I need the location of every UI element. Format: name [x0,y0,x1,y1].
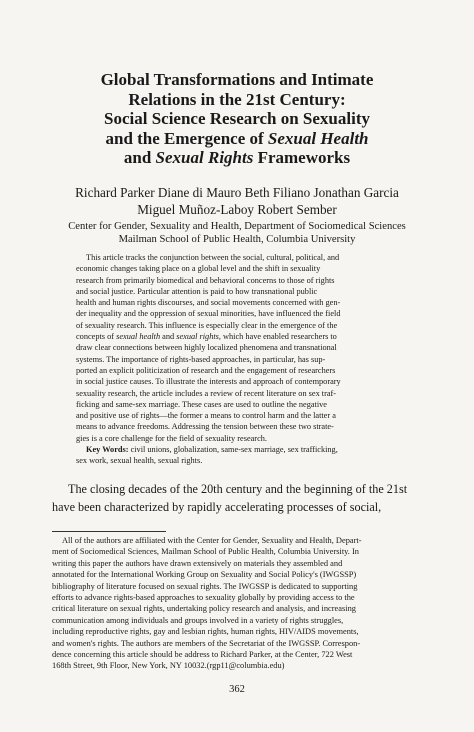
text-run: and the Emergence of [105,128,268,148]
text-run: Frameworks [253,148,351,168]
abstract-line [76,275,426,286]
abstract-line [76,263,426,274]
footnote-line: annotated for the International Working Group on Sexuality and Social Policy's (IWGSSP) [52,570,357,580]
body-line: have been characterized by rapidly accelerating processes of social, [52,500,382,514]
abstract-line [76,399,426,410]
footnote-line: 168th Street, 9th Floor, New York, NY 10032.(rgp11@columbia.edu) [52,661,285,671]
keywords-label: Key Words: [86,445,129,455]
text-run: in social justice causes. To illustrate the interests and approach of contemporary [76,377,341,387]
abstract-line [76,252,426,263]
abstract-line [76,376,426,387]
text-run: gies is a core challenge for the field of sexuality research. [76,433,267,443]
text-run: means to advance freedoms. Addressing the tension between these two strate- [76,422,334,432]
footnote-line: bibliography of literature focused on sexual rights. The IWGSSP is dedicated to supporting [52,581,358,591]
footnote-line: writing this paper the authors have drawn extensively on materials they assembled and [52,558,343,568]
page-number: 362 [229,684,245,695]
abstract-text [76,252,426,444]
author-line: Richard Parker Diane di Mauro Beth Filiano Jonathan Garcia [75,185,399,200]
abstract-line [76,433,426,444]
footnote-line: communication among individuals and groups involved in a variety of rights struggles, [52,615,344,625]
text-run: sexuality research, the article includes a review of recent literature on sex traf- [76,388,337,398]
keywords-line: sex work, sexual health, sexual rights. [76,456,203,466]
footnote-line: critical literature on sexual rights, undertaking policy research and analysis, and increasing [52,604,356,614]
title-line [40,148,434,168]
text-run: and [160,332,177,342]
text-run: Global Transformations and Intimate [100,70,374,89]
title-line [40,70,434,90]
text-run: of sexuality research. This influence is especially clear in the emergence of the [76,320,338,330]
affiliation-line: Center for Gender, Sexuality and Health, Department of Sociomedical Sciences [68,221,406,232]
abstract-line [76,286,426,297]
text-run: ficking and same-sex marriage. These cases are used to outline the negative [76,399,327,409]
abstract-line [76,410,426,421]
text-run: concepts of [76,332,117,342]
text-run: , which have enabled researchers to [218,332,337,342]
text-run: and social justice. Particular attention is paid to how transnational public [76,286,318,296]
author-line: Miguel Muñoz-Laboy Robert Sember [137,202,337,217]
text-run: This article tracks the conjunction between the social, cultural, political, and [86,253,340,262]
abstract-line [76,388,426,399]
abstract-line [76,320,426,331]
affiliation-line: Mailman School of Public Health, Columbia University [118,234,356,245]
article-title [40,70,434,168]
italic-term: Sexual Rights [155,148,254,168]
abstract-line [76,331,426,342]
italic-term: sexual rights [176,332,219,342]
italic-term: Sexual Health [267,128,369,148]
text-run: economic changes taking place on a global level and the shift in sexuality [76,264,321,274]
abstract-line [76,354,426,365]
body-paragraph [52,480,432,516]
author-list [20,184,454,218]
footnote-divider [52,531,166,532]
keywords-text: civil unions, globalization, same-sex marriage, sex trafficking, [128,445,338,455]
text-run: draw clear connections between highly localized phenomena and transnational [76,343,337,353]
abstract-line [76,297,426,308]
footnote-line: dence concerning this article should be address to Richard Parker, at the Center, 722 West [52,650,353,660]
footnote-line: including reproductive rights, gay and lesbian rights, human rights, HIV/AIDS movements, [52,627,359,637]
footnote-line: ment of Sociomedical Sciences, Mailman School of Public Health, Columbia University. In [52,547,359,557]
title-line [40,129,434,149]
text-run: systems. The importance of rights-based approaches, in particular, has sup- [76,354,326,364]
abstract-line [76,421,426,432]
footnote-line: All of the authors are affiliated with the Center for Gender, Sexuality and Health, Depart- [62,536,362,545]
title-line [40,109,434,129]
title-line [40,90,434,110]
footnote-line: efforts to advance rights-based approaches to sexuality globally by providing access to the [52,593,355,603]
text-run: der inequality and the oppression of sexual minorities, have influenced the field [76,309,341,319]
footnote-line: and women's rights. The authors are members of the Secretariat of the IWGSSP. Correspon- [52,638,361,648]
italic-term: sexual health [116,332,161,342]
abstract-line [76,365,426,376]
author-footnote [52,535,440,672]
body-line: The closing decades of the 20th century and the beginning of the 21st [68,482,408,496]
text-run: research from primarily biomedical and behavioral concerns to those of rights [76,275,335,285]
text-run: ported an explicit politicization of research and the engagement of researchers [76,365,336,375]
affiliation [20,220,454,246]
text-run: and positive use of rights—the former a means to control harm and the latter a [76,411,336,421]
text-run: health and human rights discourses, and social movements concerned with gen- [76,298,341,308]
text-run: Social Science Research on Sexuality [104,109,370,129]
text-run: Relations in the 21st Century: [128,89,346,109]
abstract-line [76,342,426,353]
text-run: and [123,148,156,168]
keywords-line [76,444,426,455]
abstract-line [76,308,426,319]
abstract [76,252,426,467]
